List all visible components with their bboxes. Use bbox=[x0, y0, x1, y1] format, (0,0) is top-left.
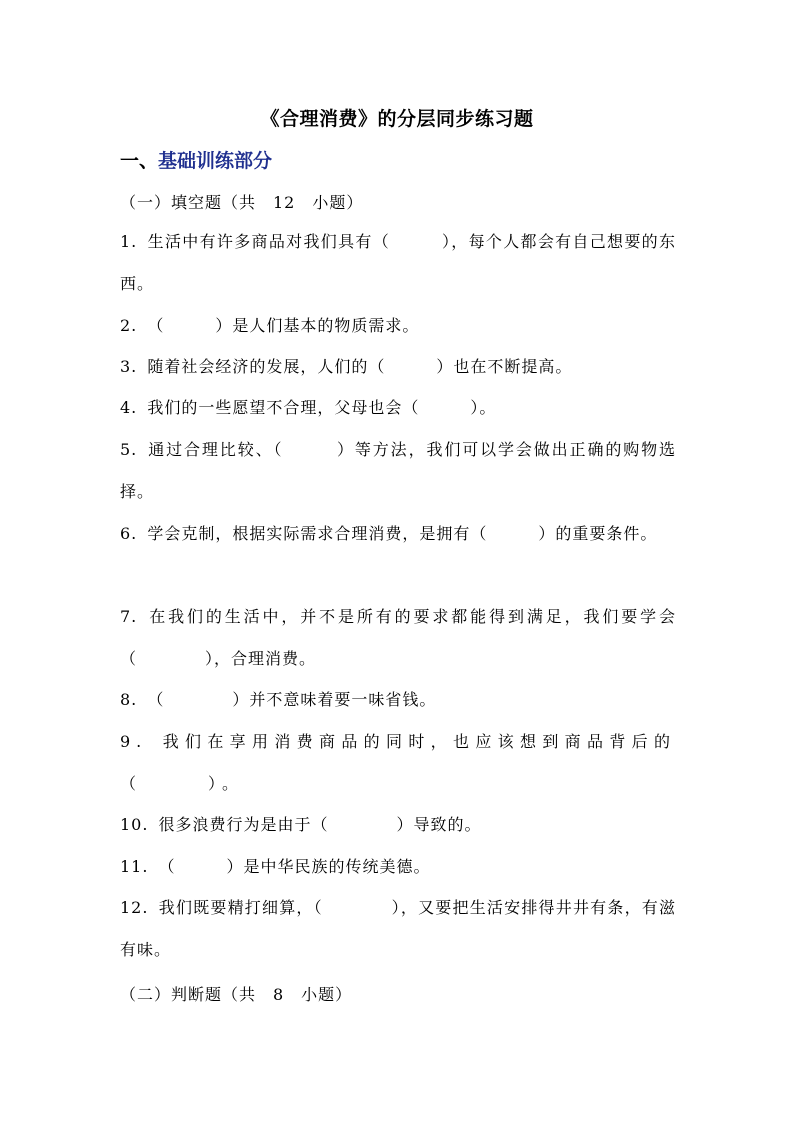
question-text: 生活中有许多商品对我们具有（ ），每个人都会有自己想要的东西。 bbox=[120, 232, 676, 293]
question-item bbox=[120, 513, 676, 555]
question-item bbox=[120, 596, 676, 680]
question-item bbox=[120, 846, 676, 888]
question-text: （ ）并不意味着要一味省钱。 bbox=[147, 690, 437, 709]
question-text: 学会克制，根据实际需求合理消费，是拥有（ ）的重要条件。 bbox=[147, 524, 658, 543]
document-title: 《合理消费》的分层同步练习题 bbox=[260, 108, 534, 130]
question-text: 通过合理比较、（ ）等方法，我们可以学会做出正确的购物选择。 bbox=[120, 440, 676, 501]
question-item bbox=[120, 221, 676, 305]
question-number: 6. bbox=[120, 524, 138, 543]
question-item bbox=[120, 804, 676, 846]
question-text: （ ）是人们基本的物质需求。 bbox=[147, 316, 420, 335]
question-number: 3. bbox=[120, 357, 138, 376]
question-item bbox=[120, 346, 676, 388]
section-heading-basic bbox=[120, 146, 272, 173]
part-heading-fill-in: （一）填空题（共 12 小题） bbox=[120, 193, 364, 212]
question-text: 很多浪费行为是由于（ ）导致的。 bbox=[158, 815, 482, 834]
question-item bbox=[120, 387, 676, 429]
question-number: 7. bbox=[120, 607, 138, 626]
question-item bbox=[120, 887, 676, 971]
question-item bbox=[120, 721, 676, 805]
question-number: 10. bbox=[120, 815, 149, 834]
question-text: 在我们的生活中，并不是所有的要求都能得到满足，我们要学会（ ），合理消费。 bbox=[120, 607, 676, 668]
question-number: 4. bbox=[120, 398, 138, 417]
question-text: 我们的一些愿望不合理，父母也会（ ）。 bbox=[147, 398, 497, 417]
question-number: 8. bbox=[120, 690, 138, 709]
question-text: 随着社会经济的发展，人们的（ ）也在不断提高。 bbox=[147, 357, 573, 376]
question-number: 5. bbox=[120, 440, 138, 459]
part-heading-true-false: （二）判断题（共 8 小题） bbox=[120, 985, 353, 1004]
question-item bbox=[120, 429, 676, 513]
question-number: 11. bbox=[120, 857, 149, 876]
question-text: （ ）是中华民族的传统美德。 bbox=[158, 857, 431, 876]
question-number: 2. bbox=[120, 316, 138, 335]
question-number: 12. bbox=[120, 898, 149, 917]
question-text: 我们在享用消费商品的同时，也应该想到商品背后的（ ）。 bbox=[120, 732, 676, 793]
question-item bbox=[120, 305, 676, 347]
question-number: 9. bbox=[120, 732, 148, 751]
question-text: 我们既要精打细算，（ ），又要把生活安排得井井有条，有滋有味。 bbox=[120, 898, 676, 959]
section-label: 基础训练部分 bbox=[158, 150, 273, 172]
question-number: 1. bbox=[120, 232, 138, 251]
section-number: 一、 bbox=[120, 150, 159, 172]
question-item bbox=[120, 679, 676, 721]
